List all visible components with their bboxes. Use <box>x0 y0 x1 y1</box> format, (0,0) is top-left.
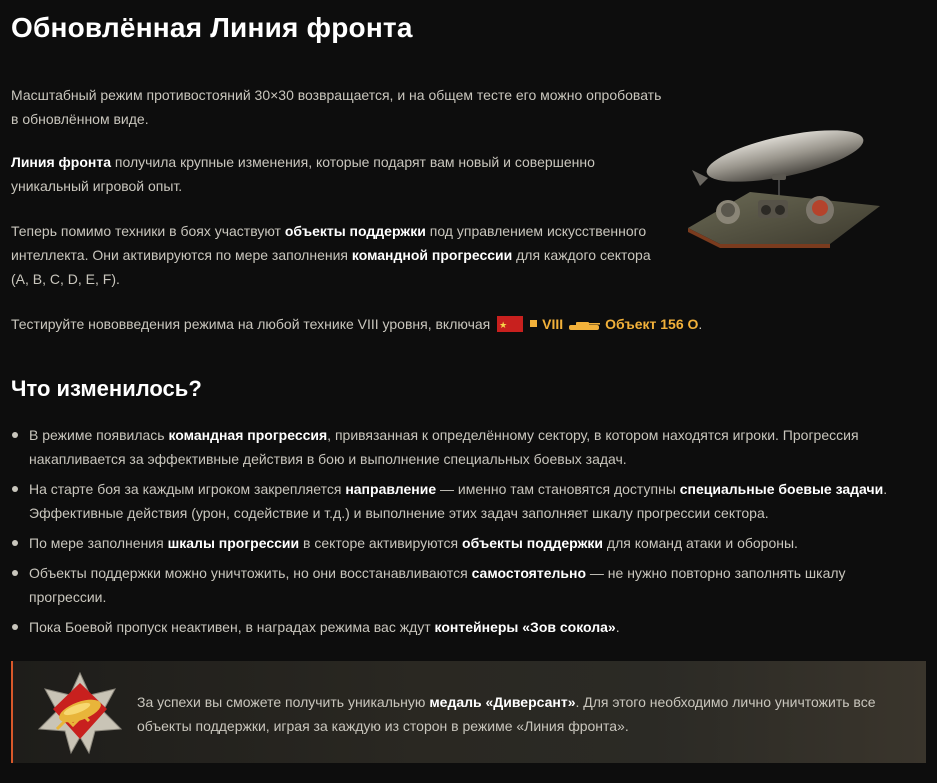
heavy-tank-icon <box>567 319 601 331</box>
text: для команд атаки и обороны. <box>603 535 798 551</box>
bold-text: контейнеры «Зов сокола» <box>434 619 616 635</box>
bold-text: командная прогрессия <box>168 427 328 443</box>
list-item <box>11 477 911 525</box>
intro-paragraph-4 <box>11 312 771 336</box>
bold-text: шкалы прогрессии <box>167 535 300 551</box>
text: В режиме появилась <box>29 427 169 443</box>
intro-paragraph-3 <box>11 219 671 291</box>
bold-text: специальные боевые задачи <box>679 481 884 497</box>
page-title: Обновлённая Линия фронта <box>11 12 413 43</box>
bold-text: самостоятельно <box>471 565 587 581</box>
tier-marker-icon <box>530 320 537 327</box>
text: На старте боя за каждым игроком закрепляется <box>29 481 346 497</box>
text: в секторе активируются <box>299 535 463 551</box>
text: . Для этого необходимо лично уничтожить все объекты поддержки, играя за каждую из сторон в режиме «Линия фронта». <box>137 694 876 734</box>
reward-banner <box>11 661 926 763</box>
reward-text <box>137 690 897 738</box>
intro-paragraph-2 <box>11 150 671 198</box>
intro-paragraph-1: Масштабный режим противостояний 30×30 возвращается, и на общем тесте его можно опробовать в обновлённом виде. <box>11 87 662 127</box>
text: . Эффективные действия (урон, содействие и т.д.) и выполнение этих задач заполняет шкалу прогрессии сектора. <box>29 481 888 521</box>
text: За успехи вы сможете получить уникальную <box>137 694 430 710</box>
list-item <box>11 615 911 639</box>
text: . <box>698 316 703 332</box>
changes-list <box>11 423 911 645</box>
text: для каждого сектора (A, B, C, D, E, F). <box>11 247 651 287</box>
airship-illustration <box>680 120 890 260</box>
tank-link[interactable]: Объект 156 О <box>605 316 699 332</box>
text: Объекты поддержки можно уничтожить, но они восстанавливаются <box>29 565 472 581</box>
bold-text: Линия фронта <box>11 154 112 170</box>
text: Пока Боевой пропуск неактивен, в наградах режима вас ждут <box>29 619 435 635</box>
bold-text: направление <box>345 481 437 497</box>
ussr-flag-icon <box>497 316 523 332</box>
text: . <box>615 619 620 635</box>
text: , привязанная к определённому сектору, в котором находятся игроки. Прогрессия накапливается за эффективные действия в бою и выполнение специальных боевых задач. <box>29 427 859 467</box>
changes-heading: Что изменилось? <box>11 376 202 401</box>
text: — именно там становятся доступны <box>436 481 680 497</box>
bullet-icon <box>12 624 18 630</box>
text: Тестируйте нововведения режима на любой технике VIII уровня, включая <box>11 316 495 332</box>
list-item <box>11 531 911 555</box>
bold-text: медаль «Диверсант» <box>429 694 576 710</box>
bold-text: объекты поддержки <box>284 223 426 239</box>
text: По мере заполнения <box>29 535 168 551</box>
list-item <box>11 423 911 471</box>
bold-text: объекты поддержки <box>462 535 604 551</box>
bullet-icon <box>12 486 18 492</box>
bullet-icon <box>12 570 18 576</box>
bullet-icon <box>12 432 18 438</box>
text: под управлением искусственного интеллекта. Они активируются по мере заполнения <box>11 223 647 263</box>
tank-tier: VIII <box>542 316 564 332</box>
text: получила крупные изменения, которые подарят вам новый и совершенно уникальный игровой опыт. <box>11 154 595 194</box>
bullet-icon <box>12 540 18 546</box>
list-item <box>11 561 911 609</box>
text: — не нужно повторно заполнять шкалу прогрессии. <box>29 565 846 605</box>
saboteur-medal-icon <box>37 671 123 755</box>
text: Теперь помимо техники в боях участвуют <box>11 223 285 239</box>
bold-text: командной прогрессии <box>351 247 513 263</box>
